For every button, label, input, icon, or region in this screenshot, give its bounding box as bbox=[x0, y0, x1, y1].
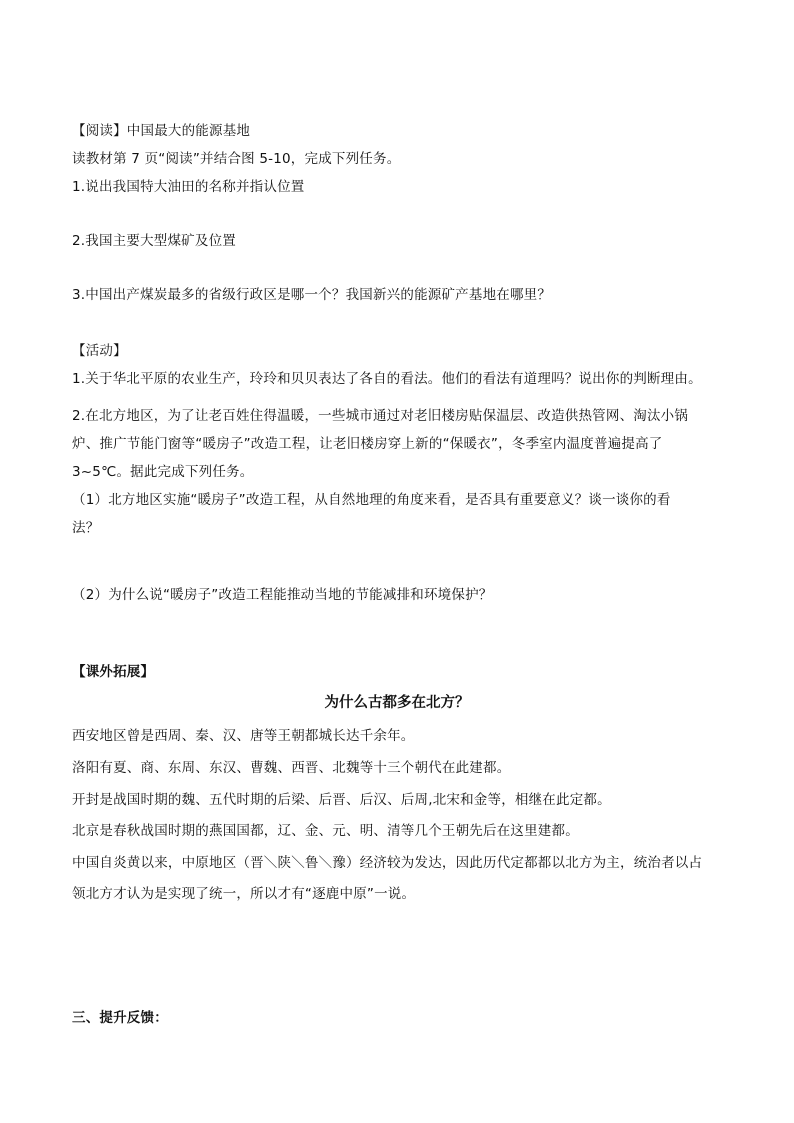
activity-item-2-line-2: 炉、推广节能门窗等“暖房子”改造工程，让老旧楼房穿上新的“保暖衣”，冬季室内温度普遍提高了 bbox=[72, 436, 663, 452]
extension-line-6: 领北方才认为是实现了统一，所以才有“逐鹿中原”一说。 bbox=[72, 886, 416, 902]
activity-item-1: 1.关于华北平原的农业生产，玲玲和贝贝表达了各自的看法。他们的看法有道理吗？说出你的判断理由。 bbox=[72, 371, 702, 387]
reading-question-3: 3.中国出产煤炭最多的省级行政区是哪一个？我国新兴的能源矿产基地在哪里？ bbox=[72, 287, 552, 303]
activity-item-2-line-1: 2.在北方地区，为了让老百姓住得温暖，一些城市通过对老旧楼房贴保温层、改造供热管网、淘汰小锅 bbox=[72, 408, 689, 424]
reading-question-2: 2.我国主要大型煤矿及位置 bbox=[72, 233, 236, 249]
extension-line-4: 北京是春秋战国时期的燕国国都，辽、金、元、明、清等几个王朝先后在这里建都。 bbox=[72, 823, 579, 839]
reading-heading: 【阅读】中国最大的能源基地 bbox=[72, 123, 251, 139]
reading-question-1: 1.说出我国特大油田的名称并指认位置 bbox=[72, 179, 305, 195]
activity-heading: 【活动】 bbox=[72, 343, 127, 359]
activity-sub-2: （2）为什么说“暖房子”改造工程能推动当地的节能减排和环境保护？ bbox=[72, 587, 493, 603]
extension-line-5: 中国自炎黄以来，中原地区（晋＼陕＼鲁＼豫）经济较为发达，因此历代定都都以北方为主，统治者以占 bbox=[72, 855, 703, 871]
section-3-heading: 三、提升反馈： bbox=[72, 1010, 168, 1026]
activity-item-2-line-3: 3~5℃。据此完成下列任务。 bbox=[72, 464, 254, 480]
extension-line-3: 开封是战国时期的魏、五代时期的后梁、后晋、后汉、后周,北宋和金等，相继在此定都。 bbox=[72, 792, 611, 808]
activity-sub-1-line-1: （1）北方地区实施“暖房子”改造工程，从自然地理的角度来看，是否具有重要意义？谈一谈你的看 bbox=[72, 492, 671, 508]
extension-line-1: 西安地区曾是西周、秦、汉、唐等王朝都城长达千余年。 bbox=[72, 728, 415, 744]
extension-line-2: 洛阳有夏、商、东周、东汉、曹魏、西晋、北魏等十三个朝代在此建都。 bbox=[72, 760, 511, 776]
extension-title: 为什么古都多在北方？ bbox=[324, 695, 470, 711]
reading-intro: 读教材第 7 页“阅读”并结合图 5-10，完成下列任务。 bbox=[72, 151, 401, 167]
activity-sub-1-line-2: 法？ bbox=[72, 520, 100, 536]
extension-heading: 【课外拓展】 bbox=[72, 664, 155, 680]
